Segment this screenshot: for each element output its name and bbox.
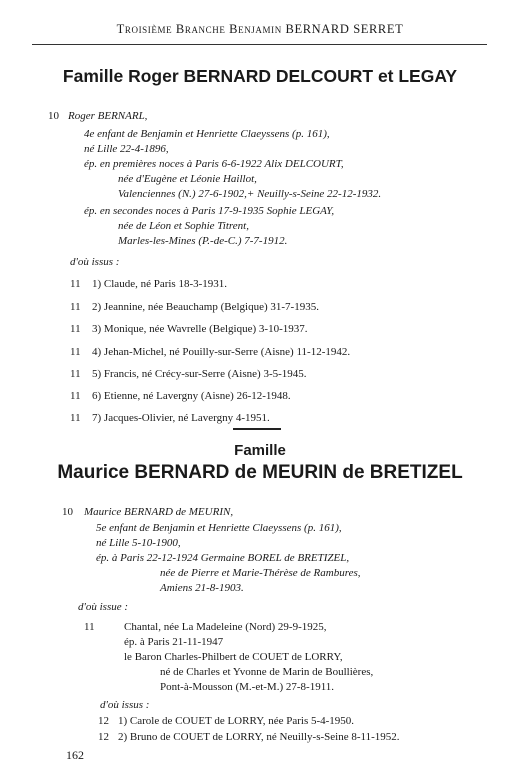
child-entry: 6) Etienne, né Lavergny (Aisne) 26-12-1948.: [92, 390, 291, 402]
section2-line: née de Pierre et Marie-Thérèse de Rambures,: [160, 567, 361, 579]
grandchild-entry: 1) Carole de COUET de LORRY, née Paris 5-4-1950.: [118, 715, 355, 727]
child-entry: 2) Jeannine, née Beauchamp (Belgique) 31-7-1935.: [92, 301, 319, 313]
child-entry: 1) Claude, né Paris 18-3-1931.: [92, 278, 228, 290]
section2-title: Maurice BERNARD de MEURIN de BRETIZEL: [57, 462, 463, 483]
section2-grand-issue-label: d'où issus :: [100, 699, 150, 711]
section1-gen: 10: [48, 110, 59, 122]
section-separator: [233, 428, 281, 430]
header-rule: [32, 44, 487, 45]
section1-line: 4e enfant de Benjamin et Henriette Claeyssens (p. 161),: [84, 128, 330, 140]
section2-issue-label: d'où issue :: [78, 601, 129, 613]
grandchild-gen: 12: [98, 731, 109, 743]
section2-gen: 10: [62, 506, 73, 518]
grandchild-gen: 12: [98, 715, 109, 727]
child-entry: 3) Monique, née Wavrelle (Belgique) 3-10-1937.: [92, 323, 308, 335]
header-prefix: Troisième Branche Benjamin: [116, 22, 282, 36]
section1-issue-label: d'où issus :: [70, 256, 120, 268]
section2-line: ép. à Paris 22-12-1924 Germaine BOREL de BRETIZEL,: [96, 552, 350, 564]
section1-line: ép. en secondes noces à Paris 17-9-1935 Sophie LEGAY,: [84, 205, 335, 217]
section2-line: Amiens 21-8-1903.: [160, 582, 244, 594]
child-entry: 5) Francis, né Crécy-sur-Serre (Aisne) 3-5-1945.: [92, 368, 307, 380]
running-header: [0, 22, 520, 37]
section1-line: Valenciennes (N.) 27-6-1902,+ Neuilly-s-Seine 22-12-1932.: [118, 188, 382, 200]
section2-title-small: Famille: [234, 442, 286, 459]
section2-line: né Lille 5-10-1900,: [96, 537, 181, 549]
section1-line: né Lille 22-4-1896,: [84, 143, 169, 155]
page-number: 162: [66, 748, 84, 762]
child-gen: 11: [70, 323, 81, 335]
header-name: BERNARD SERRET: [285, 22, 404, 36]
section2-child-line: né de Charles et Yvonne de Marin de Boullières,: [160, 666, 374, 678]
grandchild-entry: 2) Bruno de COUET de LORRY, né Neuilly-s-Seine 8-11-1952.: [118, 731, 400, 743]
section2-child-line: le Baron Charles-Philbert de COUET de LORRY,: [124, 651, 343, 663]
child-gen: 11: [70, 390, 81, 402]
section2-child-line: Pont-à-Mousson (M.-et-M.) 27-8-1911.: [160, 681, 335, 693]
section2-child-line: ép. à Paris 21-11-1947: [124, 636, 224, 648]
child-gen: 11: [70, 301, 81, 313]
section2-line: 5e enfant de Benjamin et Henriette Claeyssens (p. 161),: [96, 522, 342, 534]
child-gen: 11: [70, 278, 81, 290]
child-gen: 11: [70, 368, 81, 380]
section2-child-gen: 11: [84, 621, 95, 633]
section2-child-line: Chantal, née La Madeleine (Nord) 29-9-1925,: [124, 621, 327, 633]
child-gen: 11: [70, 346, 81, 358]
child-entry: 4) Jehan-Michel, né Pouilly-sur-Serre (Aisne) 11-12-1942.: [92, 346, 351, 358]
section1-line: Marles-les-Mines (P.-de-C.) 7-7-1912.: [118, 235, 288, 247]
section1-title: Famille Roger BERNARD DELCOURT et LEGAY: [62, 66, 458, 86]
child-gen: 11: [70, 412, 81, 424]
section1-line: née d'Eugène et Léonie Haillot,: [118, 173, 257, 185]
child-entry: 7) Jacques-Olivier, né Lavergny 4-1951.: [92, 412, 270, 424]
section1-person: Roger BERNARL,: [68, 110, 148, 122]
section2-person: Maurice BERNARD de MEURIN,: [84, 506, 234, 518]
section1-line: ép. en premières noces à Paris 6-6-1922 Alix DELCOURT,: [84, 158, 344, 170]
section1-line: née de Léon et Sophie Titrent,: [118, 220, 249, 232]
